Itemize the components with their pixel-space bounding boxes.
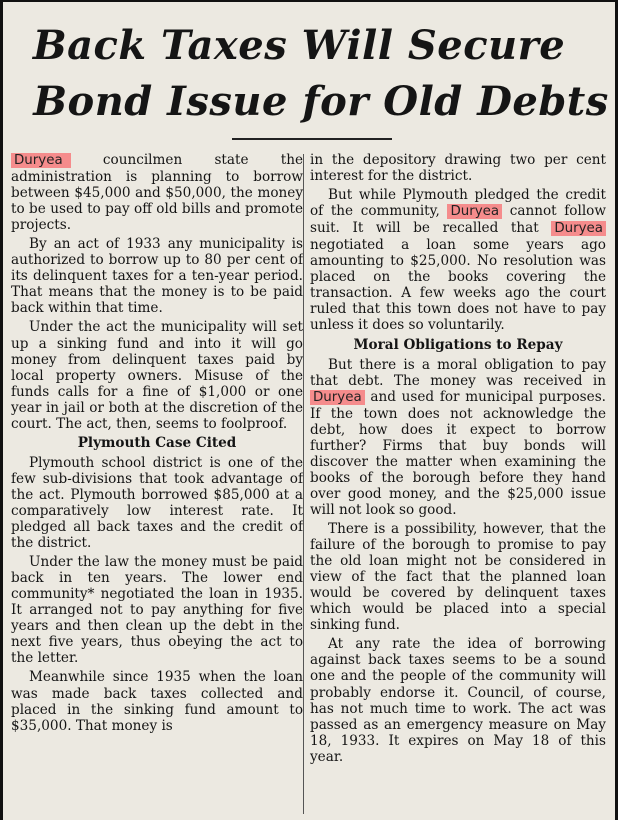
paragraph: At any rate the idea of borrowing against back taxes seems to be a sound one and the people of the community will probably endorse it. Council, of course, has not much time to work. The act was passed as an emergency measure on May 18, 1933. It expires on May 18 of this year. (310, 636, 606, 765)
paragraph (310, 357, 606, 518)
paragraph-text: cannot follow suit. It will be recalled that (310, 203, 606, 237)
search-highlight: Duryea (447, 204, 502, 219)
paragraph-lead (11, 152, 303, 233)
paragraph (310, 187, 606, 333)
paragraph-text: But while Plymouth pledged the credit of the community, (310, 187, 606, 220)
subheading-moral-obligations: Moral Obligations to Repay (353, 336, 563, 353)
paragraph: Under the act the municipality will set up a sinking fund and into it will go money from delinquent taxes paid by local property owners. Misuse of the funds calls for a fine of $1,000 or one year in jail or both at the discretion of the court. The act, then, seems to foolproof. (11, 319, 303, 432)
article-column-left (11, 152, 303, 737)
paragraph-text: and used for municipal purposes. If the town does not acknowledge the debt, how does it expect to borrow further? Firms that buy bonds will discover the matter when examining the books of the borough before they hand over good money, and the $25,000 issue will not look so good. (310, 388, 606, 518)
paragraph-text: negotiated a loan some years ago amounting to $25,000. No resolution was placed on the books covering the transaction. A few weeks ago the court ruled that this town does not have to pay unless it does so voluntarily. (310, 237, 606, 334)
paragraph-text: But there is a moral obligation to pay that debt. The money was received in (310, 356, 606, 389)
paragraph: Plymouth school district is one of the few sub-divisions that took advantage of the act. Plymouth borrowed $85,000 at a comparatively low interest rate. It pledged all back taxes and the credit of the district. (11, 454, 303, 552)
paragraph: Meanwhile since 1935 when the loan was made back taxes collected and placed in the sinking fund amount to $35,000. That money is (11, 669, 303, 734)
search-highlight: Duryea (551, 221, 606, 236)
paragraph: Under the law the money must be paid back in ten years. The lower end community* negotiated the loan in 1935. It arranged not to pay anything for five years and then clean up the debt in the next five years, thus obeying the act to the letter. (11, 554, 303, 667)
paragraph: in the depository drawing two per cent interest for the district. (310, 152, 606, 185)
search-highlight: Duryea (11, 153, 71, 168)
column-divider (303, 154, 304, 814)
paragraph: There is a possibility, however, that the failure of the borough to promise to pay the old loan might not be considered in view of the fact that the planned loan would be covered by delinquent taxes which would be placed into a special sinking fund. (310, 521, 606, 634)
headline-rule (232, 138, 392, 140)
search-highlight: Duryea (310, 390, 365, 405)
headline-line-1: Back Taxes Will Secure (32, 22, 566, 69)
subheading-plymouth-case: Plymouth Case Cited (77, 434, 237, 451)
headline-line-2: Bond Issue for Old Debts (33, 78, 609, 125)
article-column-right (310, 152, 606, 768)
paragraph: By an act of 1933 any municipality is authorized to borrow up to 80 per cent of its delinquent taxes for a ten-year period. That means that the money is to be paid back within that time. (11, 236, 303, 317)
paragraph-text: councilmen state the administration is planning to borrow between $45,000 and $50,000, the money to be used to pay off old bills and promote projects. (11, 152, 303, 234)
